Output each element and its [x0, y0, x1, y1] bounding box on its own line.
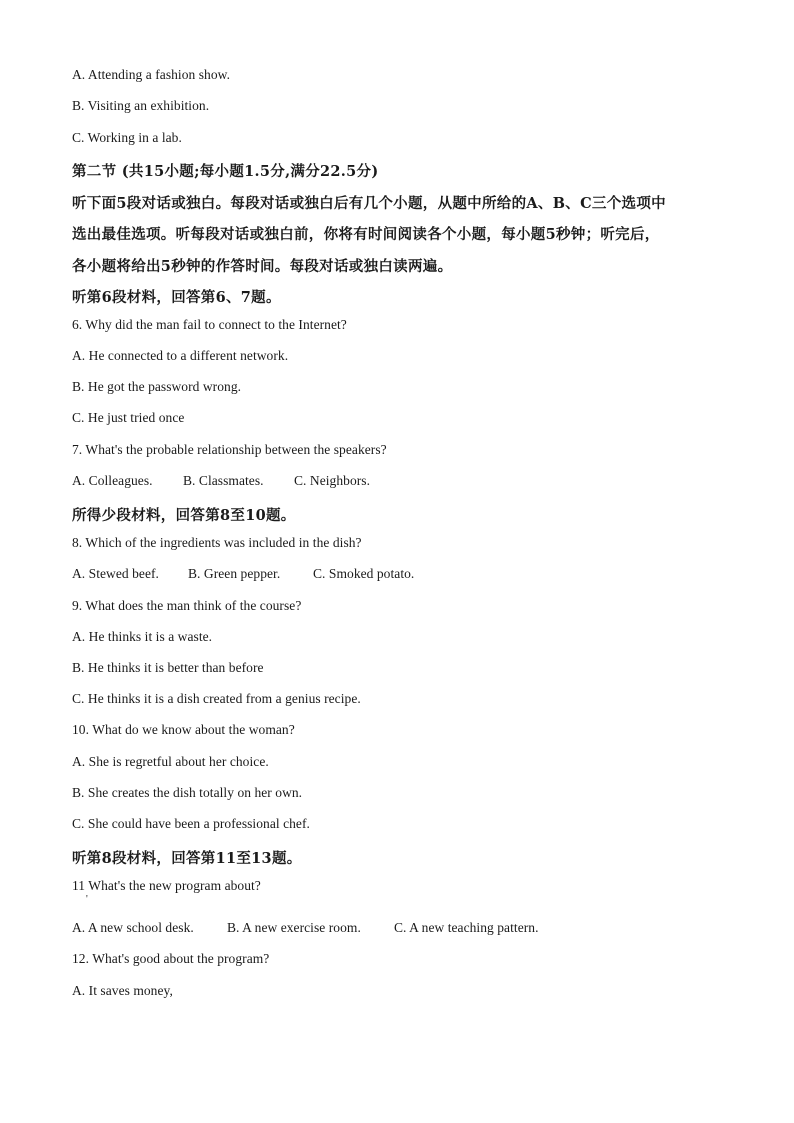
q5-option-a: A. Attending a fashion show. — [72, 67, 231, 82]
stray-mark: ' — [86, 894, 88, 905]
instruction-line-3: 各小题将给出5秒钟的作答时间。每段对话或独白读两遍。 — [72, 258, 453, 275]
section-heading: 第二节 (共15小题;每小题1.5分,满分22.5分) — [72, 163, 379, 180]
q9-option-a: A. He thinks it is a waste. — [72, 629, 213, 644]
q5-option-b: B. Visiting an exhibition. — [72, 98, 210, 113]
q10-option-b: B. She creates the dish totally on her own. — [72, 785, 303, 800]
q8-option-b: B. Green pepper. — [188, 566, 281, 581]
q8-options — [72, 566, 414, 582]
material-7-heading: 所得少段材料，回答第8至10题。 — [72, 507, 296, 524]
q12-option-a: A. It saves money, — [72, 983, 173, 998]
q11-option-b: B. A new exercise room. — [227, 920, 361, 935]
q7-option-b: B. Classmates. — [183, 473, 264, 488]
q7-option-c: C. Neighbors. — [294, 473, 371, 488]
q7-option-a: A. Colleagues. — [72, 473, 153, 488]
q9-option-b: B. He thinks it is better than before — [72, 660, 264, 675]
material-8-heading: 听第8段材料，回答第11至13题。 — [72, 850, 302, 867]
question-11: 11 What's the new program about? — [72, 878, 261, 893]
q9-option-c: C. He thinks it is a dish created from a genius recipe. — [72, 691, 361, 706]
question-6: 6. Why did the man fail to connect to the Internet? — [72, 317, 347, 332]
q7-options — [72, 473, 370, 489]
question-9: 9. What does the man think of the course? — [72, 598, 302, 613]
q8-option-c: C. Smoked potato. — [313, 566, 415, 581]
q10-option-a: A. She is regretful about her choice. — [72, 754, 269, 769]
material-6-heading: 听第6段材料，回答第6、7题。 — [72, 289, 281, 306]
q8-option-a: A. Stewed beef. — [72, 566, 159, 581]
instruction-line-2: 选出最佳选项。听每段对话或独白前，你将有时间阅读各个小题，每小题5秒钟；听完后， — [72, 226, 660, 243]
q6-option-a: A. He connected to a different network. — [72, 348, 289, 363]
question-8: 8. Which of the ingredients was included in the dish? — [72, 535, 362, 550]
q10-option-c: C. She could have been a professional chef. — [72, 816, 310, 831]
question-12: 12. What's good about the program? — [72, 951, 270, 966]
q11-option-c: C. A new teaching pattern. — [394, 920, 539, 935]
q5-option-c: C. Working in a lab. — [72, 130, 182, 145]
q6-option-b: B. He got the password wrong. — [72, 379, 242, 394]
q11-option-a: A. A new school desk. — [72, 920, 194, 935]
question-7: 7. What's the probable relationship between the speakers? — [72, 442, 387, 457]
instruction-line-1: 听下面5段对话或独白。每段对话或独白后有几个小题，从题中所给的A、B、C三个选项中 — [72, 195, 666, 212]
question-10: 10. What do we know about the woman? — [72, 722, 295, 737]
q6-option-c: C. He just tried once — [72, 410, 185, 425]
q11-options — [72, 920, 539, 936]
